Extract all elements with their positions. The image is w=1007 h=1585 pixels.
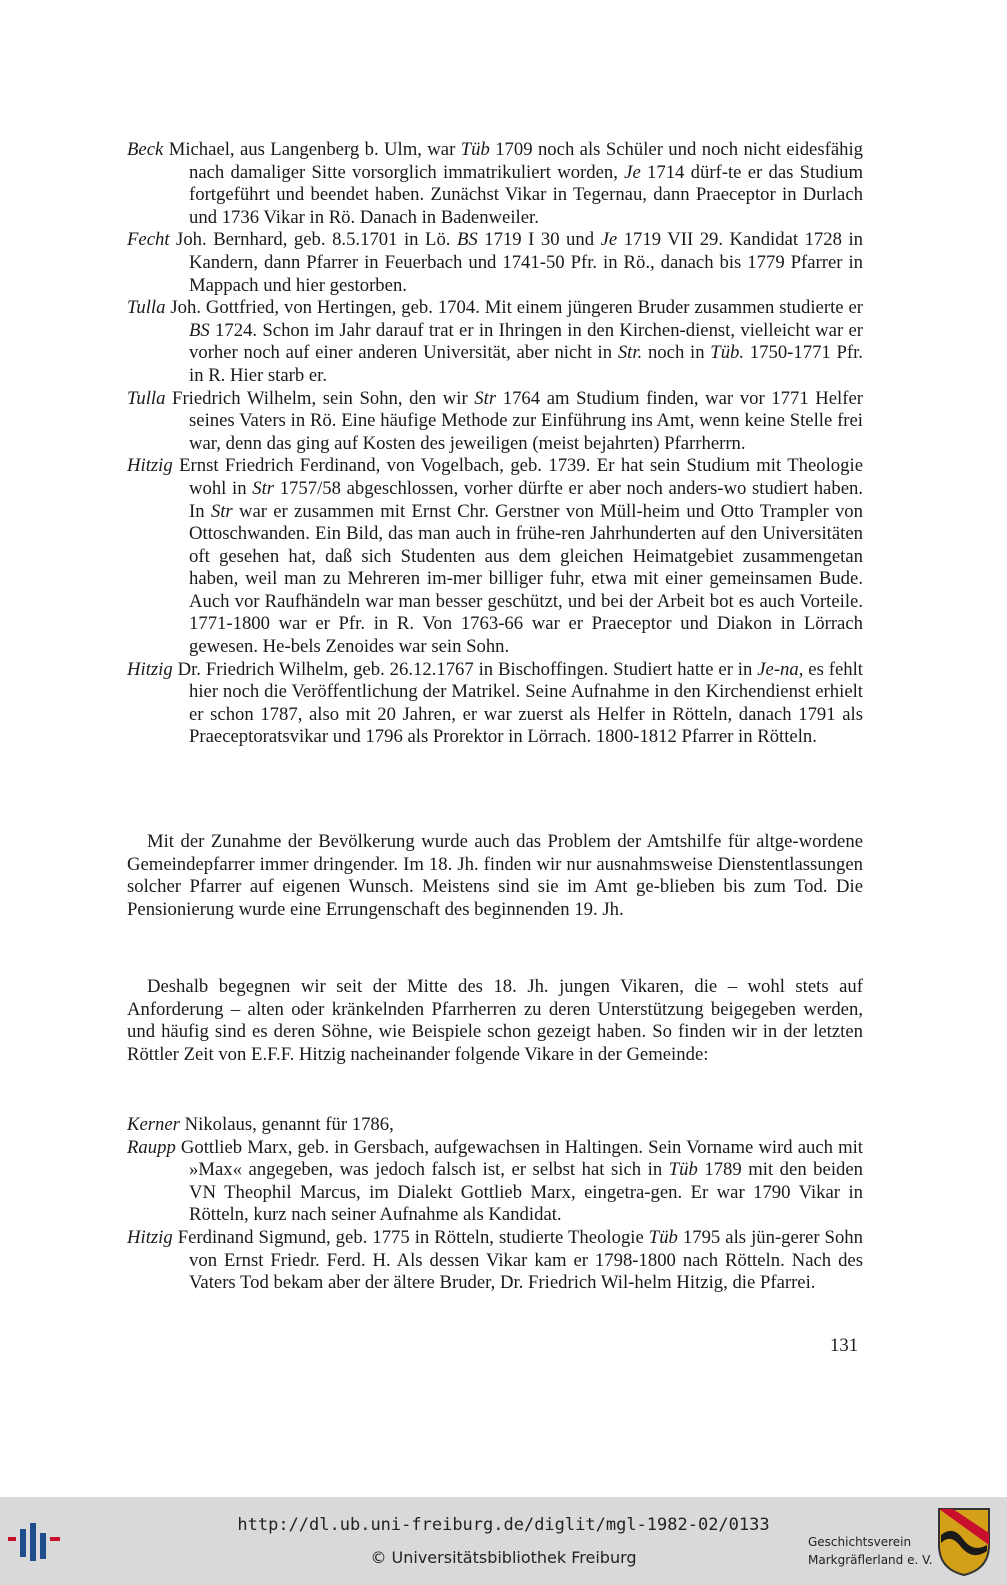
viewer-footer	[0, 1497, 1007, 1585]
entry-abbrev: BS	[456, 229, 478, 251]
coat-of-arms-icon	[935, 1505, 993, 1577]
paragraph: Deshalb begegnen wir seit der Mitte des 18. Jh. jungen Vikaren, die – wohl stets auf Anforderung – alten oder kränkelnden Pfarrherren zu deren Unterstützung beigegeben werden, und häufig sind es deren Söhne, wie Beispiele schon gezeigt haben. So finden wir in der letzten Röttler Zeit von E.F.F. Hitzig nacheinander folgende Vikare in der Gemeinde:	[127, 976, 863, 1065]
footer-copyright: © Universitätsbibliothek Freiburg	[370, 1548, 637, 1567]
entry-abbrev: Tüb	[460, 139, 490, 160]
register-entry	[127, 1137, 863, 1227]
register-entry	[127, 659, 863, 749]
entry-abbrev: Str	[210, 500, 233, 522]
entry-text: noch in	[642, 342, 711, 364]
society-line: Markgräflerland e. V.	[808, 1553, 933, 1567]
entry-surname: Hitzig	[127, 658, 173, 680]
entry-text: 1724. Schon im Jahr darauf trat er in Ihringen in den Kirchen-dienst, vielleicht war er vorher noch auf einer anderen Universität, aber nicht in	[189, 319, 863, 364]
entry-abbrev: Je-na	[757, 658, 799, 680]
entry-abbrev: Str	[474, 387, 497, 409]
entry-text: 1750-1771 Pfr. in R. Hier starb er.	[189, 342, 863, 386]
entry-text: 1757/58 abgeschlossen, vorher dürfte er aber noch anders-wo studiert haben. In	[189, 477, 863, 522]
entry-text: , es fehlt hier noch die Veröffentlichung der Matrikel. Seine Aufnahme in den Kirchendienst erhielt er schon 1787, also mit 20 Jahren, er war zuerst als Helfer in Rötteln, danach 1791 als Praeceptoratsvikar und 1796 als Prorektor in Lörrach. 1800-1812 Pfarrer in Rötteln.	[189, 658, 863, 748]
entry-text: Nikolaus, genannt für 1786,	[179, 1114, 394, 1135]
entry-text: Joh. Gottfried, von Hertingen, geb. 1704. Mit einem jüngeren Bruder zusammen studierte er	[165, 297, 863, 319]
entry-abbrev: BS	[189, 319, 210, 341]
entry-text: 1719 I 30 und	[477, 229, 601, 251]
register-entry	[127, 297, 863, 387]
entry-list-2	[127, 1114, 863, 1295]
entry-surname: Hitzig	[127, 1226, 173, 1248]
register-entry	[127, 455, 863, 658]
entry-surname: Tulla	[127, 387, 166, 409]
register-entry	[127, 388, 863, 456]
footer-url-link[interactable]: http://dl.ub.uni-freiburg.de/diglit/mgl-1982-02/0133	[237, 1515, 770, 1535]
register-entry	[127, 1227, 863, 1295]
entry-abbrev: Tüb	[648, 1226, 678, 1248]
entry-text: 1709 noch als Schüler und noch nicht eidesfähig nach damaliger Sitte vorsorglich immatrikuliert worden,	[189, 139, 863, 183]
entry-abbrev: Tüb.	[710, 342, 745, 364]
entry-surname: Hitzig	[127, 455, 173, 477]
entry-text: 1714 dürf-te er das Studium fortgeführt und beendet haben. Zunächst Vikar in Tegernau, dann Praeceptor in Durlach und 1736 Vikar in Rö. Danach in Badenweiler.	[189, 161, 863, 228]
entry-abbrev: Str	[252, 477, 275, 499]
page-number: 131	[830, 1335, 859, 1356]
entry-text: 1795 als jün-gerer Sohn von Ernst Friedr. Ferd. H. Als dessen Vikar kam er 1798-1800 nach Rötteln. Nach des Vaters Tod bekam aber der ältere Bruder, Dr. Friedrich Wil-helm Hitzig, die Pfarrei.	[189, 1226, 863, 1294]
entry-surname: Raupp	[127, 1136, 176, 1158]
paragraph: Mit der Zunahme der Bevölkerung wurde auch das Problem der Amtshilfe für altge-wordene Gemeindepfarrer immer dringender. Im 18. Jh. finden wir nur ausnahmsweise Dienstentlassungen solcher Pfarrer auf eigenen Wunsch. Meistens sind sie im Amt ge-blieben bis zum Tod. Die Pensionierung wurde eine Errungenschaft des beginnenden 19. Jh.	[127, 831, 863, 920]
register-entry	[127, 139, 863, 229]
entry-text: Ferdinand Sigmund, geb. 1775 in Rötteln, studierte Theologie	[172, 1226, 649, 1248]
entry-text: Michael, aus Langenberg b. Ulm, war	[163, 139, 461, 160]
society-name	[808, 1533, 933, 1569]
entry-surname: Kerner	[127, 1114, 180, 1135]
entry-text: 1789 mit den beiden VN Theophil Marcus, im Dialekt Gottlieb Marx, eingetra-gen. Er war 1790 Vikar in Rötteln, kurz nach seiner Aufnahme als Kandidat.	[189, 1159, 863, 1226]
society-line: Geschichtsverein	[808, 1535, 912, 1549]
entry-abbrev: Tüb	[668, 1159, 698, 1181]
entry-surname: Tulla	[127, 297, 166, 319]
entry-abbrev: Je	[624, 161, 641, 183]
entry-text: Gottlieb Marx, geb. in Gersbach, aufgewachsen in Haltingen. Sein Vorname wird auch mit »Max« angegeben, was jedoch falsch ist, er selbst hat sich in	[175, 1136, 863, 1181]
entry-text: Friedrich Wilhelm, sein Sohn, den wir	[165, 387, 475, 409]
entry-list-1	[127, 139, 863, 749]
register-entry	[127, 229, 863, 297]
entry-abbrev: Str.	[617, 342, 643, 364]
entry-text: 1764 am Studium finden, war vor 1771 Helfer seines Vaters in Rö. Eine häufige Methode zur Einführung ins Amt, wenn keine Stelle frei war, denn das ging auf Kosten des jeweiligen (meist bejahrten) Pfarrherrn.	[189, 387, 863, 454]
entry-text: war er zusammen mit Ernst Chr. Gerstner von Müll-heim und Otto Trampler von Ottoschwanden. Ein Bild, das man auch in frühe-ren Jahrhunderten auf den Universitäten oft gesehen hat, daß sich Studenten aus dem gleichen Heimatgebiet zusammengetan haben, weil man zu Mehreren im-mer billiger fuhr, etwa mit einer gemeinsamen Bude. Auch vor Raufhändeln war man besser geschützt, und bei der Arbeit bot es auch Vorteile. 1771-1800 war er Pfr. in R. Von 1763-66 war er Praeceptor und Diakon in Lörrach gewesen. He-bels Zenoides war sein Sohn.	[189, 500, 863, 658]
entry-text: 1719 VII 29. Kandidat 1728 in Kandern, dann Pfarrer in Feuerbach und 1741-50 Pfr. in Rö., danach bis 1779 Pfarrer in Mappach und hier gestorben.	[189, 229, 863, 296]
entry-text: Joh. Bernhard, geb. 8.5.1701 in Lö.	[169, 229, 457, 251]
entry-surname: Beck	[127, 139, 164, 160]
entry-text: Ernst Friedrich Ferdinand, von Vogelbach, geb. 1739. Er hat sein Studium mit Theologie wohl in	[172, 455, 863, 499]
register-entry	[127, 1114, 863, 1137]
entry-surname: Fecht	[127, 229, 170, 251]
entry-abbrev: Je	[600, 229, 618, 251]
entry-text: Dr. Friedrich Wilhelm, geb. 26.12.1767 in Bischoffingen. Studiert hatte er in	[172, 658, 758, 680]
